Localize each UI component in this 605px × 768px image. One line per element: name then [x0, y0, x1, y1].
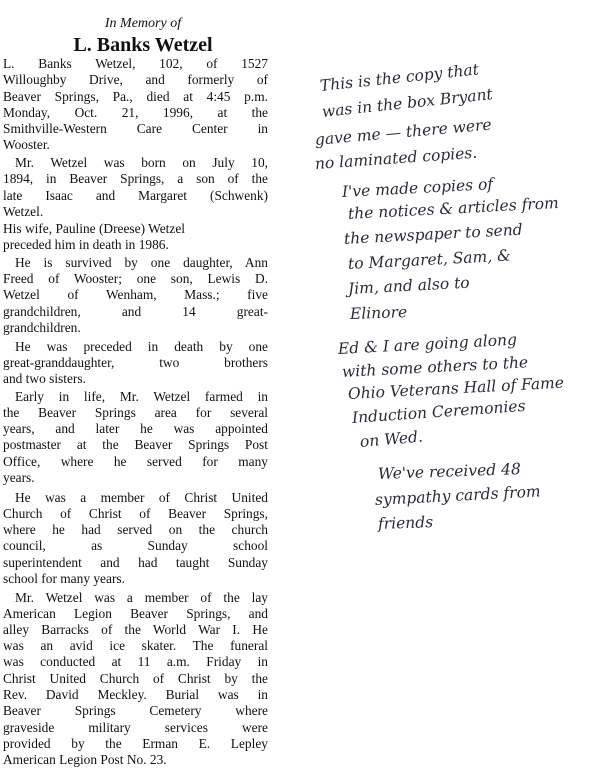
- note-line: Ed & I are going along: [337, 330, 518, 358]
- note-line: was in the box Bryant: [321, 85, 494, 121]
- obituary-line: Beaver Springs, Pa., died at 4:45 p.m.: [3, 89, 268, 104]
- note-line: We've received 48: [377, 460, 522, 483]
- note-line: Ohio Veterans Hall of Fame: [347, 373, 565, 403]
- obituary-line: L. Banks Wetzel, 102, of 1527: [3, 56, 268, 71]
- note-line: Jim, and also to: [347, 273, 471, 298]
- note-line: on Wed.: [359, 427, 424, 451]
- note-line: the notices & articles from: [347, 193, 560, 223]
- deceased-name: L. Banks Wetzel: [73, 34, 213, 56]
- obituary-line: Church of Christ of Beaver Springs,: [3, 506, 268, 521]
- obituary-line: Mr. Wetzel was born on July 10,: [15, 155, 268, 170]
- obituary-clipping: [0, 0, 290, 768]
- obituary-line: was conducted at 11 a.m. Friday in: [3, 654, 268, 669]
- obituary-line: Wetzel.: [3, 204, 44, 219]
- obituary-line: late Isaac and Margaret (Schwenk): [3, 188, 268, 203]
- obituary-line: Wetzel of Wenham, Mass.; five: [3, 287, 268, 302]
- note-line: gave me — there were: [314, 115, 493, 149]
- obituary-line: He was preceded in death by one: [15, 339, 268, 354]
- obituary-line: years.: [3, 470, 35, 485]
- obituary-line: great-granddaughter, two brothers: [3, 355, 268, 370]
- obituary-line: Office, where he served for many: [3, 454, 268, 469]
- obituary-line: Beaver Springs Cemetery where: [3, 703, 268, 718]
- note-line: friends: [377, 513, 434, 533]
- obituary-line: Wooster.: [3, 137, 50, 152]
- obituary-line: the Beaver Springs area for several: [3, 405, 268, 420]
- note-line: to Margaret, Sam, &: [347, 246, 512, 273]
- obituary-line: school for many years.: [3, 571, 125, 586]
- obituary-line: alley Barracks of the World War I. He: [3, 622, 268, 637]
- obituary-line: was an avid ice skater. The funeral: [3, 638, 268, 653]
- obituary-line: grandchildren, and 14 great-: [3, 304, 268, 319]
- memorial-heading: In Memory of: [104, 16, 182, 31]
- obituary-line: where he had served on the church: [3, 522, 268, 537]
- obituary-line: graveside military services were: [3, 720, 268, 735]
- obituary-line: He was a member of Christ United: [15, 490, 268, 505]
- obituary-line: 1894, in Beaver Springs, a son of the: [3, 171, 268, 186]
- obituary-line: superintendent and had taught Sunday: [3, 555, 268, 570]
- note-line: no laminated copies.: [314, 143, 478, 173]
- obituary-line: Christ United Church of Christ by the: [3, 671, 268, 686]
- obituary-line: Early in life, Mr. Wetzel farmed in: [15, 389, 268, 404]
- note-line: This is the copy that: [319, 60, 480, 95]
- note-line: Elinore: [349, 303, 408, 323]
- obituary-line: Rev. David Meckley. Burial was in: [3, 687, 268, 702]
- obituary-line: American Legion Post No. 23.: [3, 752, 167, 767]
- obituary-line: Smithville-Western Care Center in: [3, 121, 268, 136]
- note-line: sympathy cards from: [374, 482, 542, 509]
- obituary-line: and two sisters.: [3, 371, 86, 386]
- obituary-line: His wife, Pauline (Dreese) Wetzel: [3, 221, 185, 236]
- obituary-line: Willoughby Drive, and formerly of: [3, 72, 268, 87]
- obituary-line: Freed of Wooster; one son, Lewis D.: [3, 271, 268, 286]
- obituary-line: Monday, Oct. 21, 1996, at the: [3, 105, 268, 120]
- obituary-line: postmaster at the Beaver Springs Post: [3, 437, 268, 452]
- note-line: Induction Ceremonies: [351, 396, 527, 427]
- note-line: I've made copies of: [341, 175, 494, 201]
- obituary-line: years, and later he was appointed: [3, 421, 268, 436]
- obituary-line: council, as Sunday school: [3, 538, 268, 553]
- obituary-line: American Legion Beaver Springs, and: [3, 606, 268, 621]
- obituary-line: grandchildren.: [3, 320, 81, 335]
- obituary-line: He is survived by one daughter, Ann: [15, 255, 268, 270]
- obituary-line: preceded him in death in 1986.: [3, 237, 169, 252]
- note-line: the newspaper to send: [343, 220, 524, 248]
- note-line: with some others to the: [341, 353, 529, 381]
- handwritten-note: [300, 60, 600, 580]
- obituary-line: Mr. Wetzel was a member of the lay: [15, 590, 268, 605]
- obituary-line: provided by the Erman E. Lepley: [3, 736, 268, 751]
